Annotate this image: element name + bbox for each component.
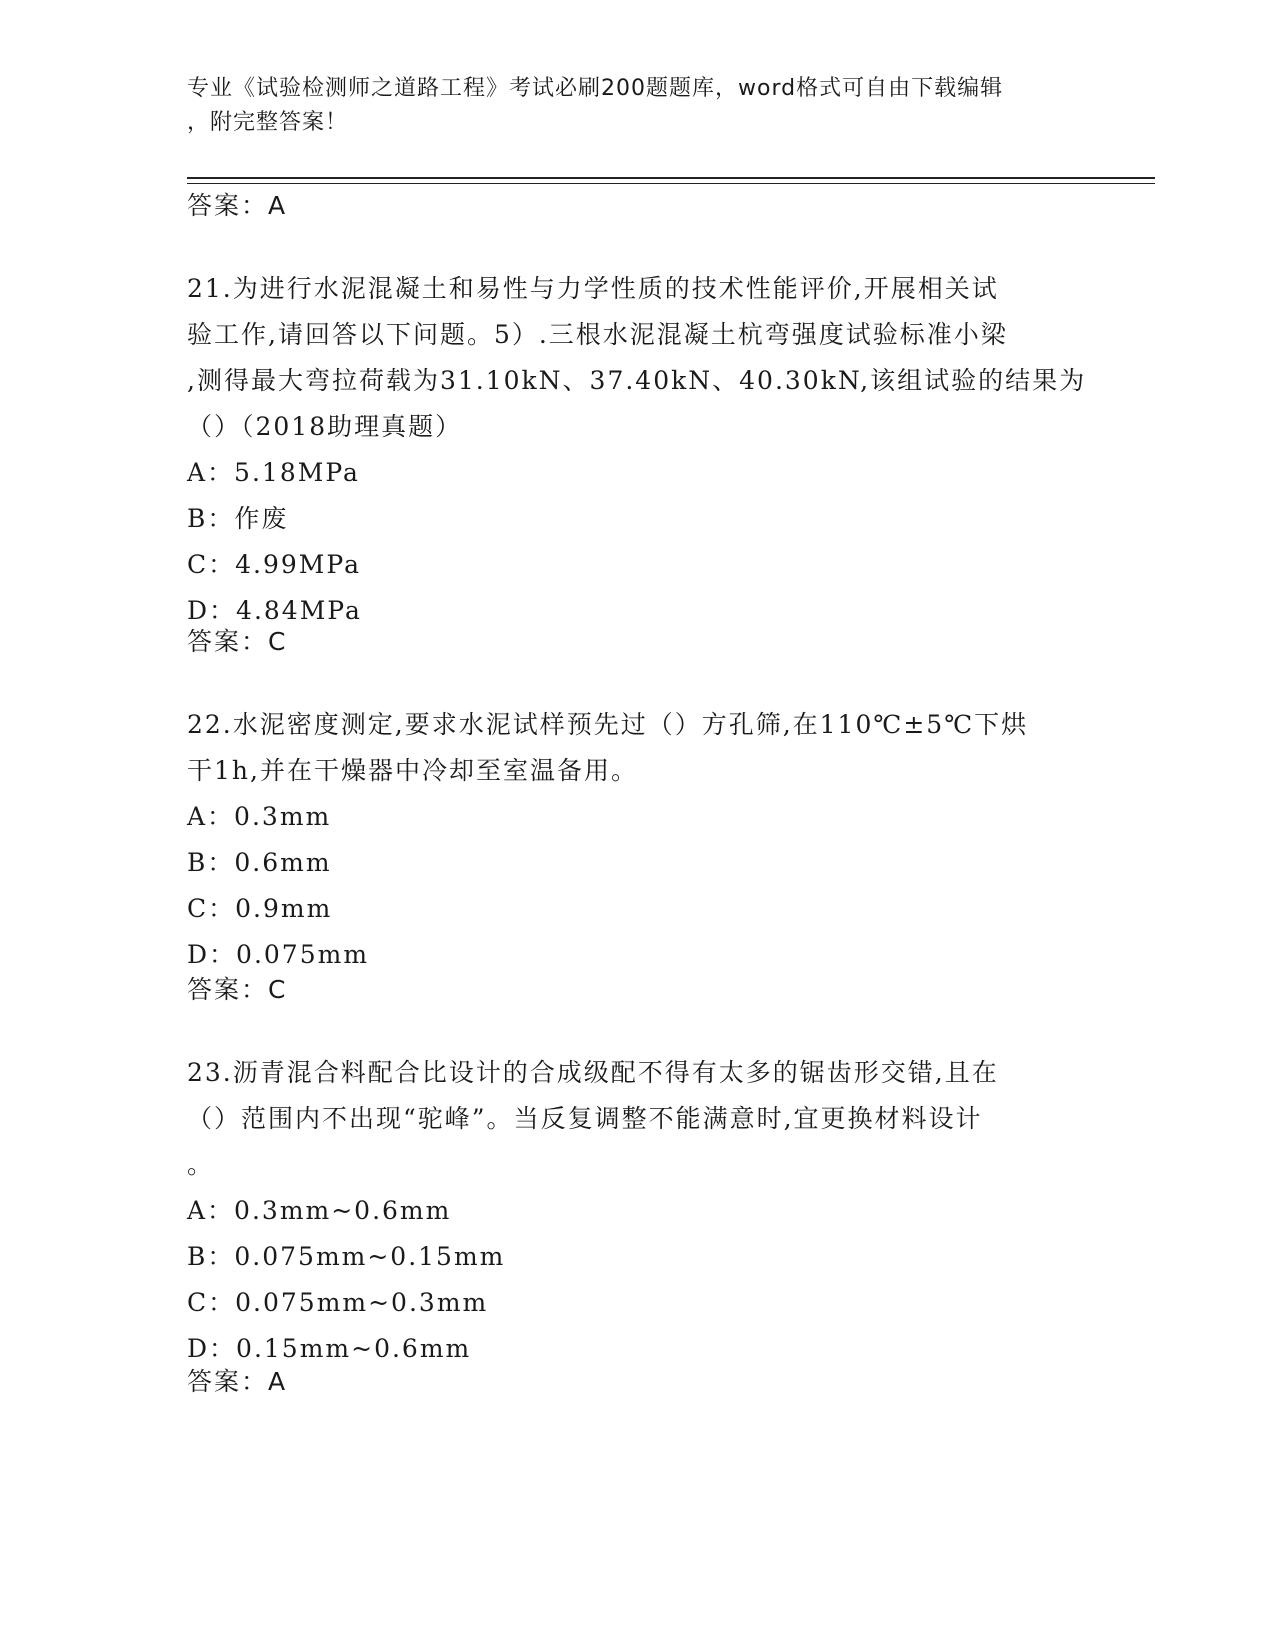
option-c: C：0.9mm bbox=[187, 894, 333, 923]
option-c: C：0.075mm~0.3mm bbox=[187, 1288, 489, 1317]
option-a: A：0.3mm~0.6mm bbox=[187, 1196, 452, 1225]
question-23 bbox=[187, 1050, 1087, 1372]
option-b: B：作废 bbox=[187, 504, 289, 533]
option-d: D：4.84MPa bbox=[187, 596, 362, 625]
option-c: C：4.99MPa bbox=[187, 550, 361, 579]
document-header bbox=[187, 72, 1067, 140]
question-text-line: ,测得最大弯拉荷载为31.10kN、37.40kN、40.30kN,该组试验的结果为 bbox=[187, 366, 1087, 395]
option-d: D：0.15mm~0.6mm bbox=[187, 1334, 472, 1363]
question-text-line: 23.沥青混合料配合比设计的合成级配不得有太多的锯齿形交错,且在 bbox=[187, 1058, 999, 1087]
question-21 bbox=[187, 266, 1087, 634]
header-line-1: 专业《试验检测师之道路工程》考试必刷200题题库，word格式可自由下载编辑 bbox=[187, 76, 1004, 101]
question-text-line: （）（2018助理真题） bbox=[187, 412, 463, 441]
question-text-line: 干1h,并在干燥器中冷却至室温备用。 bbox=[187, 756, 638, 785]
answer-label: 答案：C bbox=[187, 975, 288, 1004]
header-rule-thin bbox=[187, 183, 1155, 184]
answer-label: 答案：A bbox=[187, 191, 288, 220]
option-a: A：0.3mm bbox=[187, 802, 332, 831]
question-text-line: 验工作,请回答以下问题。5）.三根水泥混凝土杭弯强度试验标准小梁 bbox=[187, 320, 1008, 349]
answer-label: 答案：C bbox=[187, 627, 288, 656]
option-b: B：0.6mm bbox=[187, 848, 332, 877]
header-line-2: ，附完整答案！ bbox=[187, 110, 349, 135]
option-a: A：5.18MPa bbox=[187, 458, 360, 487]
option-d: D：0.075mm bbox=[187, 940, 370, 969]
question-text-line: （）范围内不出现“驼峰”。当反复调整不能满意时,宜更换材料设计 bbox=[187, 1104, 983, 1133]
question-text-line: 22.水泥密度测定,要求水泥试样预先过（）方孔筛,在110℃±5℃下烘 bbox=[187, 710, 1029, 739]
question-text-line: 21.为进行水泥混凝土和易性与力学性质的技术性能评价,开展相关试 bbox=[187, 274, 999, 303]
question-22 bbox=[187, 702, 1087, 978]
answer-label: 答案：A bbox=[187, 1367, 288, 1396]
option-b: B：0.075mm~0.15mm bbox=[187, 1242, 506, 1271]
header-rule bbox=[187, 177, 1155, 179]
question-text-line: 。 bbox=[187, 1150, 215, 1179]
